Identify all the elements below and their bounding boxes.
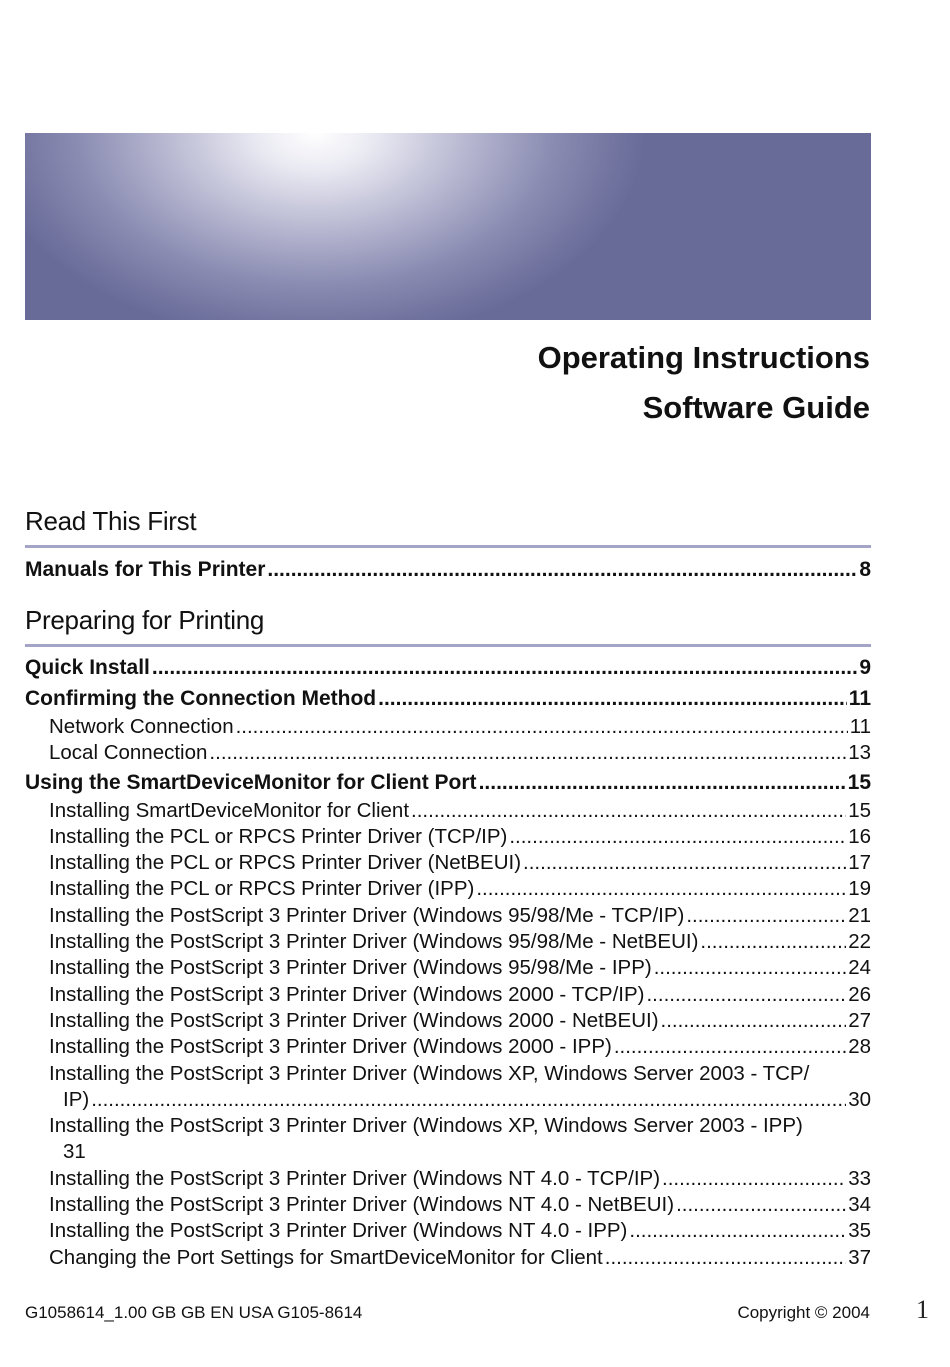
footer-copyright: Copyright © 2004 bbox=[737, 1303, 870, 1322]
toc-entry-label: Confirming the Connection Method bbox=[25, 687, 377, 710]
section-heading: Preparing for Printing bbox=[25, 604, 871, 647]
toc-entry[interactable] bbox=[25, 714, 871, 740]
toc-entry-page: 26 bbox=[848, 982, 871, 1006]
toc-entry-label: Using the SmartDeviceMonitor for Client Port bbox=[25, 770, 477, 794]
toc-entry-page: 11 bbox=[849, 715, 871, 738]
toc-leader-dots bbox=[523, 850, 846, 876]
toc-entry[interactable] bbox=[25, 903, 871, 929]
toc-entry-page: 30 bbox=[848, 1087, 871, 1111]
toc-entry[interactable] bbox=[25, 955, 871, 981]
toc-entry[interactable] bbox=[25, 824, 871, 850]
toc-entry-label-continuation: 31 bbox=[63, 1140, 86, 1164]
toc-chapter-entry[interactable] bbox=[25, 683, 871, 714]
toc-entry-page: 28 bbox=[848, 1035, 871, 1059]
toc-entry-page: 8 bbox=[859, 558, 871, 581]
toc-entry[interactable] bbox=[25, 1218, 871, 1244]
toc-entry-page: 11 bbox=[848, 687, 871, 710]
toc-entry-label: Manuals for This Printer bbox=[25, 558, 266, 581]
toc-chapter-entry[interactable] bbox=[25, 767, 871, 798]
toc-entry[interactable] bbox=[25, 876, 871, 902]
toc-entry-page: 17 bbox=[848, 851, 871, 875]
toc-entry-page: 21 bbox=[848, 903, 871, 927]
toc-leader-dots bbox=[614, 1034, 846, 1060]
toc-leader-dots bbox=[700, 929, 846, 955]
toc-leader-dots bbox=[476, 876, 846, 902]
section-heading: Read This First bbox=[25, 505, 871, 548]
toc-entry-label: Installing the PostScript 3 Printer Driver (Windows NT 4.0 - NetBEUI) bbox=[49, 1193, 675, 1217]
toc-entry[interactable] bbox=[25, 1245, 871, 1271]
toc-entry-label: Installing the PostScript 3 Printer Driver (Windows 95/98/Me - IPP) bbox=[49, 956, 652, 980]
toc-entry[interactable] bbox=[25, 929, 871, 955]
toc-entry[interactable] bbox=[25, 1034, 871, 1060]
toc-leader-dots bbox=[686, 903, 846, 929]
toc-leader-dots bbox=[378, 683, 847, 714]
toc-entry-label: Installing the PostScript 3 Printer Driver (Windows 2000 - NetBEUI) bbox=[49, 1008, 659, 1032]
toc-entry-label: Changing the Port Settings for SmartDeviceMonitor for Client bbox=[49, 1245, 603, 1269]
toc-leader-dots bbox=[411, 798, 846, 824]
title-operating-instructions: Operating Instructions bbox=[537, 340, 870, 375]
toc-entry-continuation[interactable] bbox=[25, 1139, 871, 1165]
toc-entry-page: 9 bbox=[859, 656, 871, 679]
toc-entry-label: Installing the PostScript 3 Printer Driver (Windows 2000 - TCP/IP) bbox=[49, 982, 645, 1006]
toc-entry[interactable] bbox=[25, 1113, 871, 1139]
toc-leader-dots bbox=[479, 767, 846, 798]
toc-entry-continuation[interactable] bbox=[25, 1087, 871, 1113]
toc-leader-dots bbox=[662, 1166, 846, 1192]
toc-entry-label: Installing the PostScript 3 Printer Driver (Windows 95/98/Me - TCP/IP) bbox=[49, 903, 685, 927]
section-read-this-first bbox=[25, 505, 871, 548]
toc-entry[interactable] bbox=[25, 1061, 871, 1087]
toc-entry-page: 27 bbox=[848, 1008, 871, 1032]
toc-entry-page: 13 bbox=[848, 741, 871, 765]
toc-entry-label: Local Connection bbox=[49, 741, 208, 765]
toc-leader-dots bbox=[509, 824, 846, 850]
toc-entry-label: Installing the PostScript 3 Printer Driver (Windows NT 4.0 - IPP) bbox=[49, 1219, 628, 1243]
toc-entry-label-continuation: IP) bbox=[63, 1087, 90, 1111]
toc-entry[interactable] bbox=[25, 1008, 871, 1034]
toc-entry-label: Network Connection bbox=[49, 715, 234, 738]
title-software-guide: Software Guide bbox=[642, 390, 870, 425]
toc-entry-label: Installing the PostScript 3 Printer Driver (Windows XP, Windows Server 2003 - IPP) bbox=[49, 1114, 803, 1138]
toc-entry-label: Installing the PCL or RPCS Printer Driver (IPP) bbox=[49, 877, 475, 901]
footer-document-code: G1058614_1.00 GB GB EN USA G105-8614 bbox=[25, 1303, 363, 1322]
toc-entry-page: 35 bbox=[848, 1219, 871, 1243]
toc-entry[interactable] bbox=[25, 850, 871, 876]
toc-entry-page: 37 bbox=[848, 1245, 871, 1269]
toc-entry-page: 15 bbox=[848, 798, 871, 822]
toc-leader-dots bbox=[209, 740, 846, 766]
cover-banner bbox=[25, 133, 871, 320]
toc-entry[interactable] bbox=[25, 798, 871, 824]
toc-entry-label: Installing SmartDeviceMonitor for Client bbox=[49, 798, 410, 822]
toc-entry-page: 22 bbox=[848, 930, 871, 954]
toc-chapter-entry[interactable] bbox=[25, 652, 871, 683]
toc-entry-label: Installing the PostScript 3 Printer Driver (Windows XP, Windows Server 2003 - TCP/ bbox=[49, 1061, 810, 1085]
toc-entry-label: Installing the PostScript 3 Printer Driver (Windows NT 4.0 - TCP/IP) bbox=[49, 1166, 661, 1190]
toc-leader-dots bbox=[605, 1245, 846, 1271]
toc-entry-label: Installing the PostScript 3 Printer Driver (Windows 2000 - IPP) bbox=[49, 1035, 612, 1059]
toc-chapter-entry[interactable] bbox=[25, 554, 871, 585]
toc-leader-dots bbox=[646, 982, 846, 1008]
section-preparing-for-printing bbox=[25, 604, 871, 647]
toc-entry-page: 15 bbox=[847, 770, 871, 794]
toc-leader-dots bbox=[661, 1008, 847, 1034]
toc-entry[interactable] bbox=[25, 740, 871, 766]
toc-entry-label: Installing the PCL or RPCS Printer Driver (NetBEUI) bbox=[49, 851, 522, 875]
toc-entry-page: 34 bbox=[848, 1193, 871, 1217]
toc-entry-page: 16 bbox=[848, 824, 871, 848]
toc-leader-dots bbox=[267, 554, 857, 585]
toc-entry[interactable] bbox=[25, 1166, 871, 1192]
toc-preparing-for-printing bbox=[25, 652, 871, 1271]
toc-read-this-first bbox=[25, 554, 871, 585]
toc-entry-label: Quick Install bbox=[25, 656, 150, 679]
toc-entry-page: 33 bbox=[848, 1166, 871, 1190]
toc-leader-dots bbox=[91, 1087, 846, 1113]
toc-entry[interactable] bbox=[25, 982, 871, 1008]
toc-entry-page: 19 bbox=[848, 877, 871, 901]
toc-leader-dots bbox=[654, 955, 846, 981]
toc-leader-dots bbox=[152, 652, 857, 683]
toc-leader-dots bbox=[676, 1192, 846, 1218]
toc-leader-dots bbox=[236, 714, 848, 740]
toc-entry-page: 24 bbox=[848, 956, 871, 980]
page-number: 1 bbox=[916, 1295, 929, 1324]
toc-entry-label: Installing the PostScript 3 Printer Driver (Windows 95/98/Me - NetBEUI) bbox=[49, 930, 699, 954]
toc-entry[interactable] bbox=[25, 1192, 871, 1218]
toc-entry-label: Installing the PCL or RPCS Printer Driver (TCP/IP) bbox=[49, 824, 508, 848]
toc-leader-dots bbox=[629, 1218, 846, 1244]
